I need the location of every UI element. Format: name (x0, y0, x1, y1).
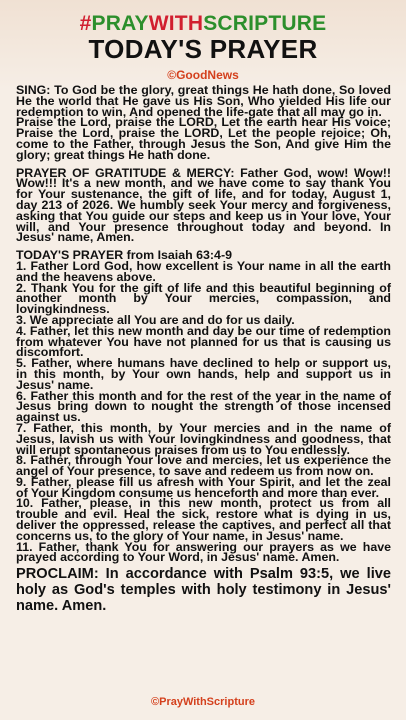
song-chorus: Praise the Lord, praise the LORD, Let the earth hear His voice; Praise the Lord, praise the LORD, Let the people rejoice; Oh, come to the Father, through Jesus the Son, And give Him the glory; great things He hath done. (16, 115, 391, 162)
prayer-point: 9. Father, please fill us afresh with Your Spirit, and let the zeal of Your Kingdom consume us henceforth and more than ever. (16, 474, 391, 500)
hashtag-title (0, 12, 406, 36)
hashtag-symbol: # (79, 12, 92, 35)
page-title: TODAY'S PRAYER (88, 34, 318, 64)
footer-credit: ©PrayWithScripture (151, 696, 255, 708)
prayer-point: 8. Father, through Your love and mercies, let us experience the angel of Your presence, to save and redeem us from now on. (16, 453, 391, 479)
prayer-point: 1. Father Lord God, how excellent is Your name in all the earth and the heavens above. (16, 258, 391, 284)
hashtag-pray: PRAY (91, 12, 149, 35)
hashtag-scripture: SCRIPTURE (203, 12, 327, 35)
hashtag-with: WITH (148, 12, 204, 35)
prayer-heading: TODAY'S PRAYER from Isaiah 63:4-9 (16, 248, 232, 263)
prayer-point: 6. Father this month and for the rest of the year in the name of Jesus bring down to nought the strength of those incensed against us. (16, 388, 391, 425)
prayer-point: 11. Father, thank You for answering our prayers as we have prayed according to Your Word, in Jesus' name. Amen. (16, 539, 391, 565)
prayer-point: 10. Father, please, in this new month, protect us from all trouble and evil. Heal the sick, restore what is dying in us, deliver the oppressed, release the captives, and perfect all that concerns us, to the glory of Your name, in Jesus' name. (16, 496, 391, 543)
prayer-point: 5. Father, where humans have declined to help or support us, in this month, by Your own hands, help and support us in Jesus' name. (16, 356, 391, 392)
header (0, 12, 406, 82)
prayer-point: 3. We appreciate all You are and do for us daily. (16, 312, 295, 327)
prayer-point: 2. Thank You for the gift of life and this beautiful beginning of another month by Your mercies, compassion, and lovingkindness. (16, 280, 391, 317)
song-verse: SING: To God be the glory, great things He hath done, So loved He the world that He gave us His Son, Who yielded His life our redemption to win, And opened the life-gate that all may go in. (16, 83, 391, 119)
gratitude-prayer: PRAYER OF GRATITUDE & MERCY: Father God, wow! Wow!! Wow!!! It's a new month, and we have come to say thank You for Your sustenance, the gift of life, and for today, August 1, day 213 of 2026. We humbly seek Your mercy and forgiveness, asking that You guide our steps and keep us in Your love, Your will, and Your presence throughout today and beyond. In Jesus' name, Amen. (16, 165, 391, 245)
prayer-point: 7. Father, this month, by Your mercies and in the name of Jesus, lavish us with Your lovingkindness and goodness, that will erupt spontaneous praises from us to You endlessly. (16, 420, 391, 457)
source-credit: ©GoodNews (167, 68, 239, 82)
proclamation: PROCLAIM: In accordance with Psalm 93:5, we live holy as God's temples with holy testimony in Jesus' name. Amen. (16, 566, 391, 615)
prayer-point: 4. Father, let this new month and day be our time of redemption from whatever You have not planned for us that is causing us discomfort. (16, 323, 391, 360)
prayer-content (16, 85, 391, 614)
